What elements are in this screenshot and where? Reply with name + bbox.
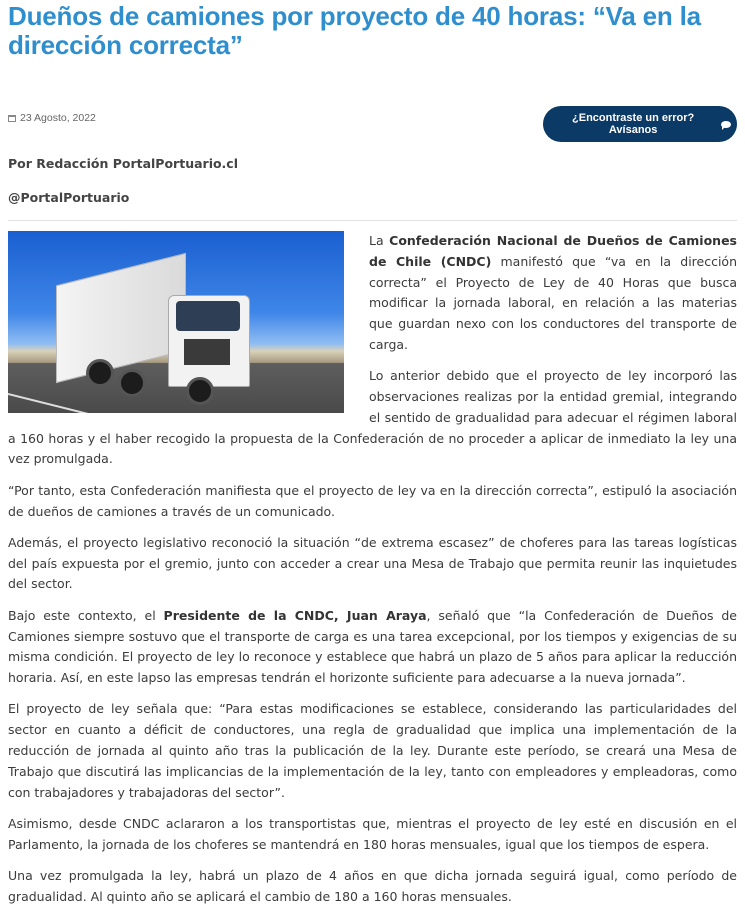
- paragraph-5: Bajo este contexto, el Presidente de la CNDC, Juan Araya, señaló que “la Confederación de Dueños de Camiones siempre sostuvo que el transporte de carga es una tarea excepcional, por los tiempos y exigencias de su misma condición. El proyecto de ley lo reconoce y establece que habrá un plazo de 5 años para aplicar la reducción horaria. Así, en este lapso las empresas tendrán el horizonte suficiente para adecuarse a la nueva jornada”.: [8, 607, 737, 686]
- divider: [8, 220, 737, 221]
- truck-photo: [8, 231, 344, 413]
- paragraph-7: Asimismo, desde CNDC aclararon a los transportistas que, mientras el proyecto de ley esté en discusión en el Parlamento, la jornada de los choferes se mantendrá en 180 horas mensuales, igual que los tiempos de espera.: [8, 815, 737, 852]
- article-date: [8, 112, 96, 124]
- byline: Por Redacción PortalPortuario.cl: [8, 156, 239, 171]
- article-title: Dueños de camiones por proyecto de 40 horas: “Va en la dirección correcta”: [8, 1, 701, 60]
- speech-bubble-icon: [721, 121, 731, 128]
- twitter-handle[interactable]: @PortalPortuario: [8, 190, 130, 205]
- truck-wheel: [186, 377, 214, 405]
- report-error-label: ¿Encontraste un error? Avísanos: [572, 112, 695, 136]
- article-body: [8, 231, 737, 918]
- paragraph-1: La Confederación Nacional de Dueños de Camiones de Chile (CNDC) manifestó que “va en la dirección correcta” el Proyecto de Ley de 40 Horas que busca modificar la jornada laboral, en relación a las materias que guardan nexo con los conductores del transporte de carga.: [369, 233, 738, 352]
- calendar-icon: [8, 115, 16, 122]
- date-text: 23 Agosto, 2022: [20, 112, 96, 124]
- truck-wheel: [86, 359, 114, 387]
- paragraph-8: Una vez promulgada la ley, habrá un plazo de 4 años en que dicha jornada seguirá igual, como período de gradualidad. Al quinto año se aplicará el cambio de 180 a 160 horas mensuales.: [8, 868, 737, 904]
- report-error-button[interactable]: [543, 106, 737, 142]
- paragraph-3: “Por tanto, esta Confederación manifiesta que el proyecto de ley va en la dirección correcta”, estipuló la asociación de dueños de camiones a través de un comunicado.: [8, 482, 737, 519]
- paragraph-4: Además, el proyecto legislativo reconoció la situación “de extrema escasez” de choferes para las tareas logísticas del país expuesta por el gremio, junto con acceder a crear una Mesa de Trabajo que permita reunir las inquietudes del sector.: [8, 534, 737, 592]
- paragraph-6: El proyecto de ley señala que: “Para estas modificaciones se establece, considerando las particularidades del sector en cuanto a déficit de conductores, una regla de gradualidad que implica una implementación de la reducción de jornada al quinto año tras la publicación de la ley. Durante este período, se creará una Mesa de Trabajo que discutirá las implicancias de la implementación de la ley, tanto con empleadores y empleadoras, como con trabajadores y trabajadoras del sector”.: [8, 701, 737, 800]
- truck-grille: [184, 339, 230, 365]
- paragraph-2: Lo anterior debido que el proyecto de ley incorporó las observaciones realizas por la entidad gremial, integrando el sentido de gradualidad para adecuar el régimen laboral a 160 horas y el haber recogido la propuesta de la Confederación de no proceder a aplicar de inmediato la ley una vez promulgada.: [8, 368, 737, 467]
- truck-windshield: [176, 301, 240, 331]
- truck-wheel: [118, 369, 146, 397]
